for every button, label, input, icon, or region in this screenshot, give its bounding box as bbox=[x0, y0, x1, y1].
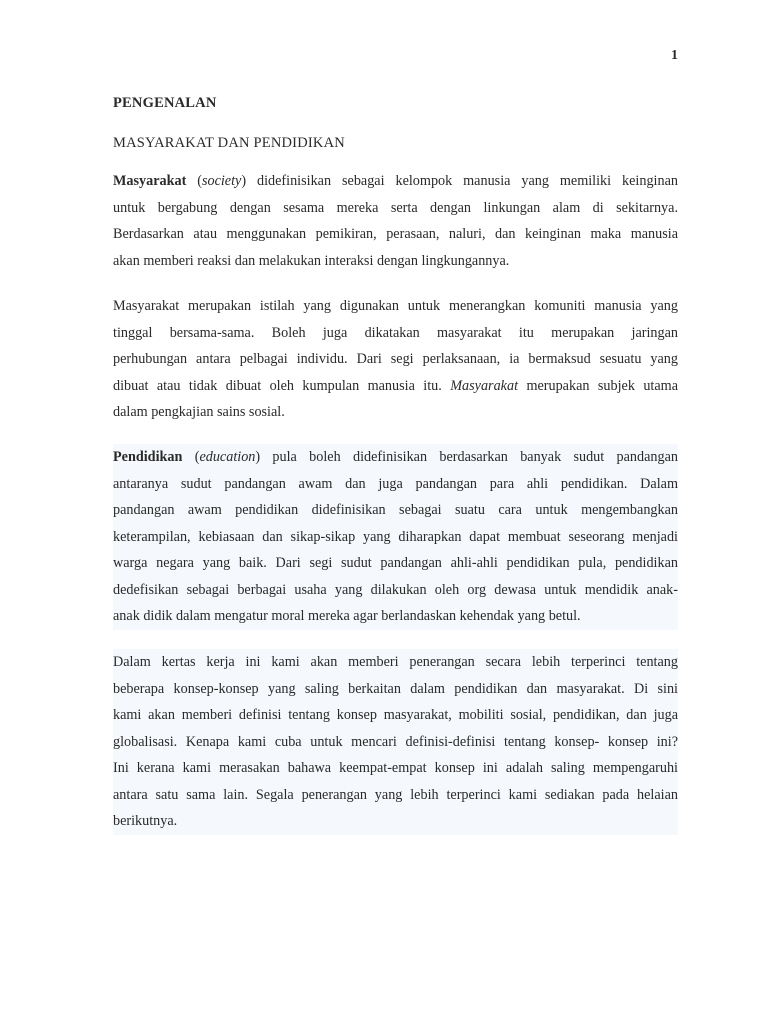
paragraph-line: Masyarakat merupakan istilah yang digunakan untuk menerangkan komuniti manusia yang bbox=[113, 298, 678, 314]
paragraph-line: kami akan memberi definisi tentang konsep masyarakat, mobiliti sosial, pendidikan, dan juga bbox=[113, 707, 678, 723]
paragraph-line: Dalam kertas kerja ini kami akan memberi penerangan secara lebih terperinci tentang bbox=[113, 654, 678, 670]
paragraph-pendidikan-definition bbox=[113, 444, 678, 630]
term-translation-society: society bbox=[201, 173, 242, 189]
paragraph-line: anak didik dalam mengatur moral mereka agar berlandaskan kehendak yang betul. bbox=[113, 608, 581, 624]
paragraph-line: Ini kerana kami merasakan bahawa keempat-empat konsep ini adalah saling mempengaruhi bbox=[113, 760, 678, 776]
italic-term-masyarakat: Masyarakat bbox=[450, 377, 519, 394]
document-heading: PENGENALAN bbox=[113, 95, 217, 111]
paragraph-kertas-kerja bbox=[113, 649, 678, 835]
paragraph-line: perhubungan antara pelbagai individu. Dari segi perlaksanaan, ia bermaksud sesuatu yang bbox=[113, 351, 678, 367]
paragraph-line bbox=[113, 373, 678, 400]
paragraph-line: berikutnya. bbox=[113, 813, 178, 829]
paragraph-masyarakat-definition bbox=[113, 168, 678, 274]
paragraph-line: antaranya sudut pandangan awam dan juga pandangan para ahli pendidikan. Dalam bbox=[113, 475, 678, 492]
paragraph-line: warga negara yang baik. Dari segi sudut pandangan ahli-ahli pendidikan pula, pendidikan bbox=[113, 555, 678, 571]
paragraph-line: akan memberi reaksi dan melakukan interaksi dengan lingkungannya. bbox=[113, 252, 510, 269]
line-text: pula boleh didefinisikan berdasarkan banyak sudut pandangan bbox=[272, 449, 678, 465]
section-subheading: MASYARAKAT DAN PENDIDIKAN bbox=[113, 135, 345, 151]
line-text: merupakan subjek utama bbox=[526, 377, 679, 394]
paragraph-line: Pendidikan (education) pula boleh didefinisikan berdasarkan banyak sudut pandangan bbox=[113, 449, 678, 465]
term-masyarakat: Masyarakat bbox=[113, 173, 187, 189]
paragraph-line: pandangan awam pendidikan didefinisikan sebagai suatu cara untuk mengembangkan bbox=[113, 502, 678, 518]
paragraph-line: untuk bergabung dengan sesama mereka serta dengan linkungan alam di sekitarnya. bbox=[113, 199, 678, 216]
line-text: dibuat atau tidak dibuat oleh kumpulan manusia itu. bbox=[113, 377, 442, 394]
paragraph-line: Masyarakat (society) didefinisikan sebagai kelompok manusia yang memiliki keinginan bbox=[113, 173, 678, 189]
paragraph-line: tinggal bersama-sama. Boleh juga dikatakan masyarakat itu merupakan jaringan bbox=[113, 324, 678, 341]
page-number: 1 bbox=[671, 48, 678, 63]
term-pendidikan: Pendidikan bbox=[113, 449, 183, 465]
paragraph-line: keterampilan, kebiasaan dan sikap-sikap yang diharapkan dapat membuat seseorang menjadi bbox=[113, 528, 678, 545]
paragraph-masyarakat-istilah bbox=[113, 293, 678, 426]
paragraph-line: dalam pengkajian sains sosial. bbox=[113, 404, 285, 420]
paragraph-line: Berdasarkan atau menggunakan pemikiran, perasaan, naluri, dan keinginan maka manusia bbox=[113, 226, 678, 242]
term-translation-education: education bbox=[199, 449, 256, 465]
line-text: didefinisikan sebagai kelompok manusia yang memiliki keinginan bbox=[257, 173, 678, 189]
paragraph-line: dedefisikan sebagai berbagai usaha yang dilakukan oleh org dewasa untuk mendidik anak- bbox=[113, 581, 678, 598]
paragraph-line: antara satu sama lain. Segala penerangan yang lebih terperinci kami sediakan pada helaian bbox=[113, 786, 678, 803]
paragraph-line: beberapa konsep-konsep yang saling berkaitan dalam pendidikan dan masyarakat. Di sini bbox=[113, 680, 678, 697]
paragraph-line: globalisasi. Kenapa kami cuba untuk mencari definisi-definisi tentang konsep- konsep ini? bbox=[113, 733, 678, 750]
